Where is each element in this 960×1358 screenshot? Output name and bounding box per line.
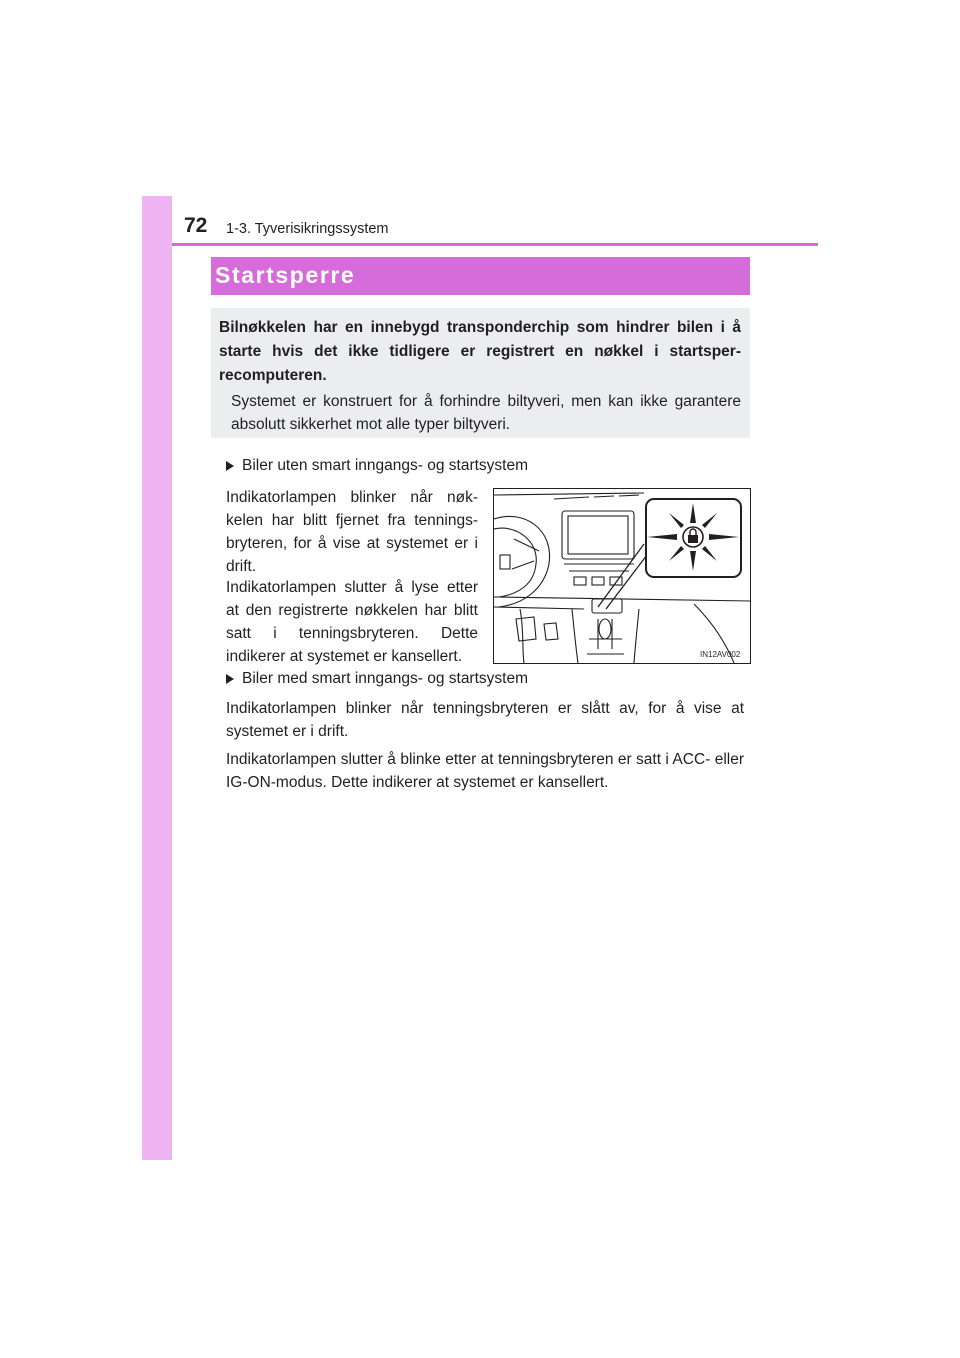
paragraph: Indikatorlampen slutter å blinke etter at tenningsbryteren er satt i ACC- eller IG-ON-modus. Dette indikerer at systemet er kansellert.	[226, 751, 744, 791]
section-heading-label: Biler uten smart inngangs- og startsystem	[242, 457, 529, 474]
header-divider	[172, 243, 818, 246]
section-heading-label: Biler med smart inngangs- og startsystem	[242, 670, 528, 687]
intro-note: Systemet er konstruert for å forhindre biltyveri, men kan ikke garantere absolutt sikkerhet mot alle typer biltyveri.	[231, 393, 741, 433]
chapter-side-band	[142, 196, 172, 1160]
paragraph: Indikatorlampen blinker når tenningsbryteren er slått av, for å vise at systemet er i drift.	[226, 700, 744, 740]
section-heading-without-smart-entry	[226, 457, 528, 475]
page-title: Startsperre	[215, 262, 356, 288]
section-heading-with-smart-entry	[226, 670, 528, 688]
dashboard-illustration	[493, 488, 751, 664]
paragraph: Indikatorlampen slutter å lyse etter at den registrerte nøkkelen har blitt satt i tenningsbryteren. Dette indikerer at systemet er kansellert.	[226, 579, 478, 665]
intro-lead: Bilnøkkelen har en innebygd transponderchip som hindrer bilen i å starte hvis det ikke tidligere er registrert en nøkkel i startsper-recomputeren.	[219, 319, 741, 384]
figure-code: IN12AV002	[700, 650, 741, 659]
section-breadcrumb: 1-3. Tyverisikringssystem	[226, 221, 389, 237]
bullet-triangle-icon	[226, 461, 234, 471]
paragraph: Indikatorlampen blinker når nøk-kelen har blitt fjernet fra tennings-bryteren, for å vise at systemet er i drift.	[226, 489, 478, 575]
dashboard-drawing	[494, 489, 750, 663]
bullet-triangle-icon	[226, 674, 234, 684]
page-number: 72	[184, 214, 208, 237]
